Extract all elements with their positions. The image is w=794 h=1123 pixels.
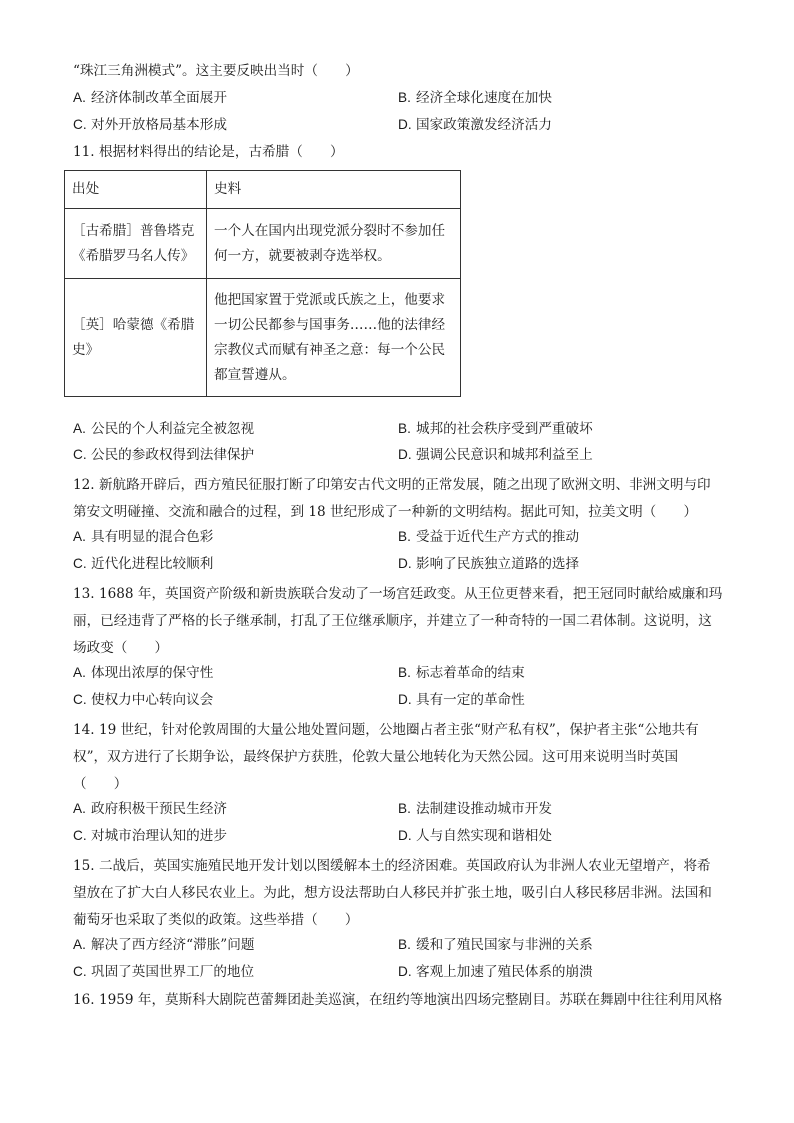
q15-option-c: C. 巩固了英国世界工厂的地位 xyxy=(73,964,255,980)
q11-option-d: D. 强调公民意识和城邦利益至上 xyxy=(398,447,593,463)
q11-option-b: B. 城邦的社会秩序受到严重破坏 xyxy=(398,421,593,437)
table-row xyxy=(65,209,461,279)
q14-option-d: D. 人与自然实现和谐相处 xyxy=(398,828,552,844)
q10-option-d: D. 国家政策激发经济活力 xyxy=(398,117,552,133)
row-source: ［英］哈蒙德《希腊史》 xyxy=(65,279,207,397)
row-source: ［古希腊］普鲁塔克《希腊罗马名人传》 xyxy=(65,209,207,279)
q10-option-a: A. 经济体制改革全面展开 xyxy=(73,90,227,106)
header-source: 出处 xyxy=(65,171,207,209)
q12-stem: 12. 新航路开辟后，西方殖民征服打断了印第安古代文明的正常发展，随之出现了欧洲文明、非洲文明与印第安文明碰撞、交流和融合的过程，到 18 世纪形成了一种新的文明结构。据此可知，拉美文明（ ） xyxy=(73,477,711,520)
q13-option-a: A. 体现出浓厚的保守性 xyxy=(73,665,214,681)
q14-option-a: A. 政府积极干预民生经济 xyxy=(73,801,227,817)
q13-option-d: D. 具有一定的革命性 xyxy=(398,692,525,708)
q14-option-b: B. 法制建设推动城市开发 xyxy=(398,801,552,817)
q11-stem: 11. 根据材料得出的结论是，古希腊（ ） xyxy=(73,144,344,160)
q15-option-a: A. 解决了西方经济“滞胀”问题 xyxy=(73,937,255,953)
q13-option-c: C. 使权力中心转向议会 xyxy=(73,692,214,708)
q13-option-b: B. 标志着革命的结束 xyxy=(398,665,525,681)
q12-option-a: A. 具有明显的混合色彩 xyxy=(73,529,214,545)
q13-stem: 13. 1688 年，英国资产阶级和新贵族联合发动了一场宫廷政变。从王位更替来看，把王冠同时献给威廉和玛丽，已经违背了严格的长子继承制，打乱了王位继承顺序，并建立了一种奇特的一国二君体制。这说明，这场政变（ ） xyxy=(73,586,723,656)
q10-option-b: B. 经济全球化速度在加快 xyxy=(398,90,552,106)
q12-option-d: D. 影响了民族独立道路的选择 xyxy=(398,556,580,572)
row-material: 一个人在国内出现党派分裂时不参加任何一方，就要被剥夺选举权。 xyxy=(207,209,461,279)
q11-option-c: C. 公民的参政权得到法律保护 xyxy=(73,447,255,463)
q12-option-c: C. 近代化进程比较顺利 xyxy=(73,556,214,572)
table-row xyxy=(65,279,461,397)
q15-stem: 15. 二战后，英国实施殖民地开发计划以图缓解本土的经济困难。英国政府认为非洲人农业无望增产，将希望放在了扩大白人移民农业上。为此，想方设法帮助白人移民并扩张土地，吸引白人移民移居非洲。法国和葡萄牙也采取了类似的政策。这些举措（ ） xyxy=(73,858,712,928)
q10-stem-tail: “珠江三角洲模式”。这主要反映出当时（ ） xyxy=(73,63,359,79)
q10-option-c: C. 对外开放格局基本形成 xyxy=(73,117,227,133)
q11-option-a: A. 公民的个人利益完全被忽视 xyxy=(73,421,255,437)
q14-stem: 14. 19 世纪，针对伦敦周围的大量公地处置问题，公地圈占者主张“财产私有权”，保护者主张“公地共有权”，双方进行了长期争讼，最终保护方获胜，伦敦大量公地转化为天然公园。这可用来说明当时英国（ ） xyxy=(73,722,699,792)
q11-source-table xyxy=(64,170,461,397)
q15-option-d: D. 客观上加速了殖民体系的崩溃 xyxy=(398,964,593,980)
q15-option-b: B. 缓和了殖民国家与非洲的关系 xyxy=(398,937,593,953)
q12-option-b: B. 受益于近代生产方式的推动 xyxy=(398,529,580,545)
q14-option-c: C. 对城市治理认知的进步 xyxy=(73,828,227,844)
q16-stem: 16. 1959 年，莫斯科大剧院芭蕾舞团赴美巡演，在纽约等地演出四场完整剧目。苏联在舞剧中往往利用风格 xyxy=(73,992,723,1008)
row-material: 他把国家置于党派或氏族之上，他要求一切公民都参与国事务……他的法律经宗教仪式而赋有神圣之意：每一个公民都宣誓遵从。 xyxy=(207,279,461,397)
header-material: 史料 xyxy=(207,171,461,209)
table-header-row xyxy=(65,171,461,209)
